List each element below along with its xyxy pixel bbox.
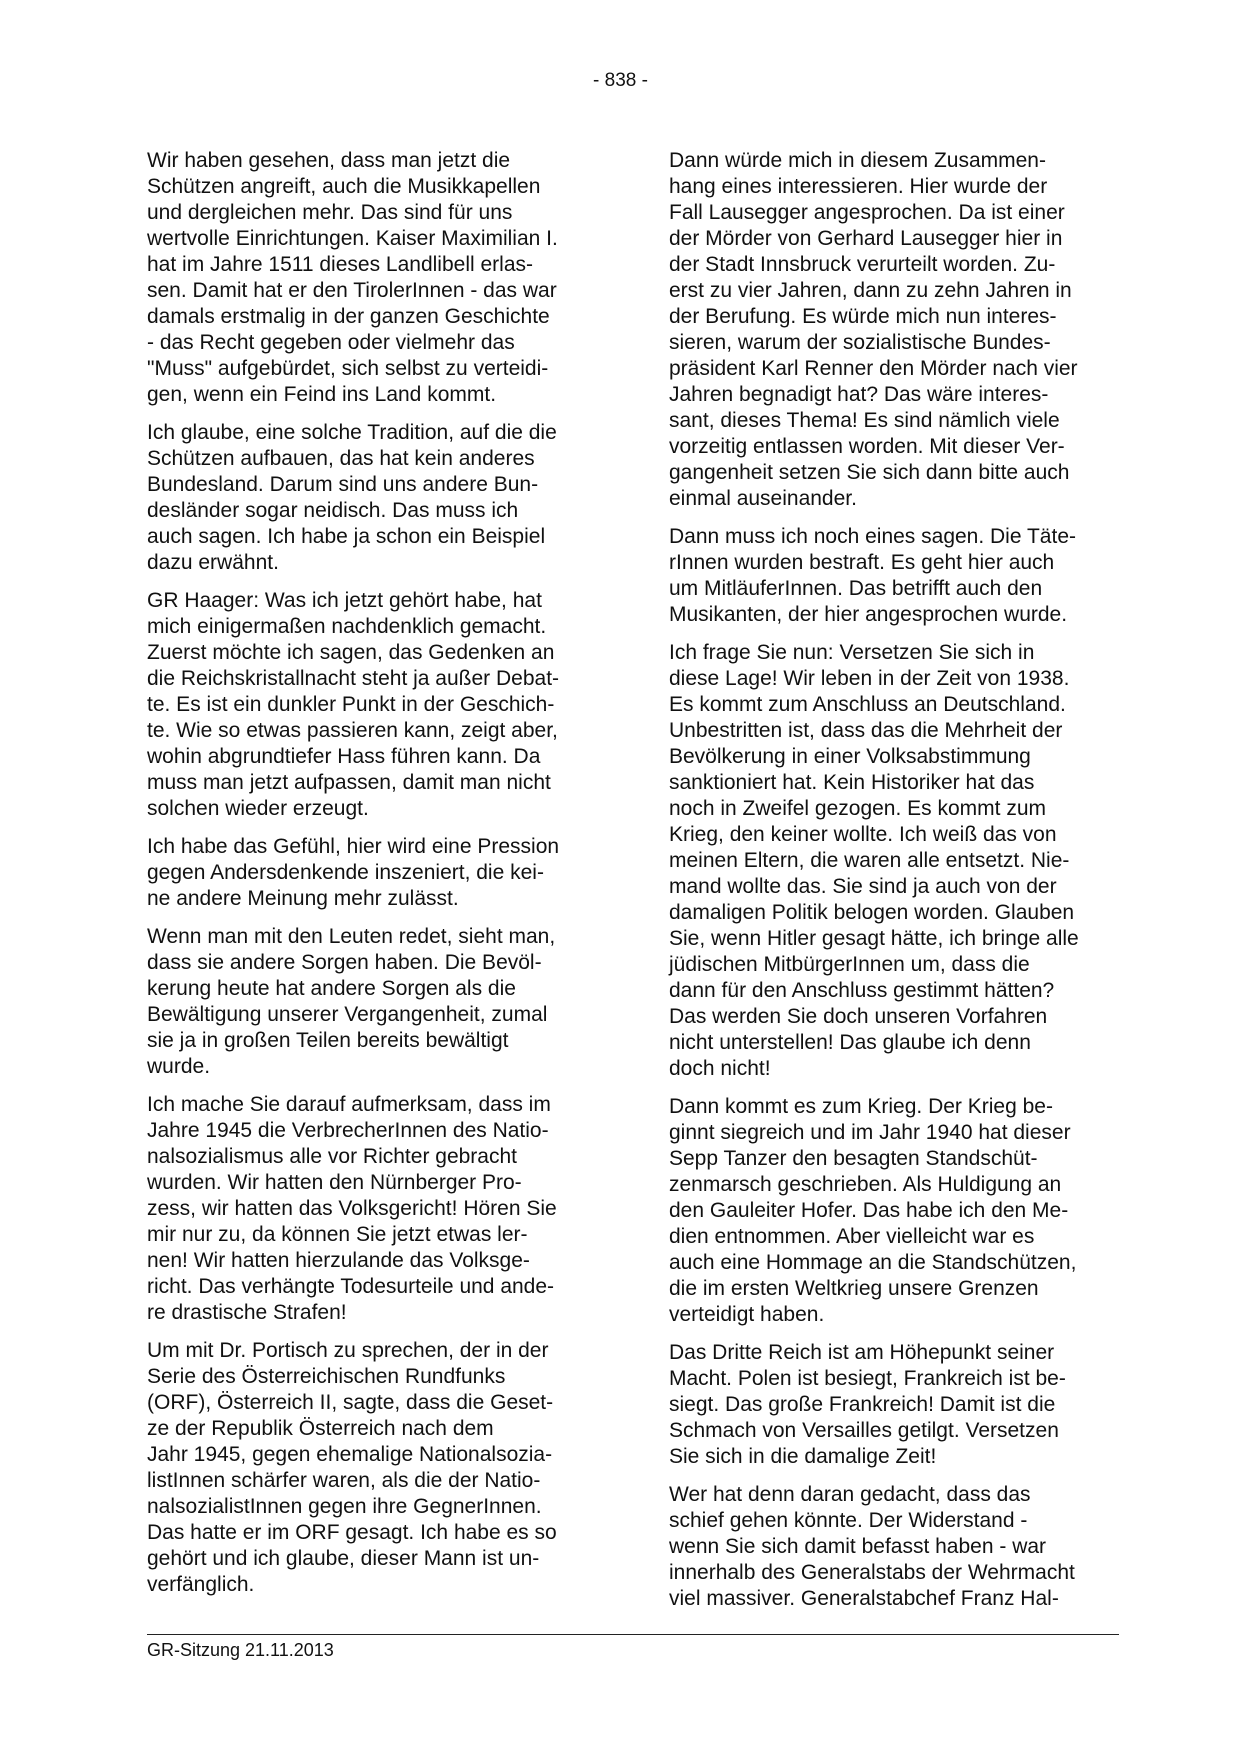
text-line: um MitläuferInnen. Das betrifft auch den — [669, 577, 1043, 600]
text-line: hat im Jahre 1511 dieses Landlibell erlas- — [147, 253, 533, 276]
text-line: Sie, wenn Hitler gesagt hätte, ich bringe alle — [669, 927, 1079, 950]
text-line: sieren, warum der sozialistische Bundes- — [669, 331, 1051, 354]
text-line: dien entnommen. Aber vielleicht war es — [669, 1225, 1035, 1248]
text-line: Sie sich in die damalige Zeit! — [669, 1445, 937, 1468]
paragraph — [669, 524, 1135, 628]
text-line: sie ja in großen Teilen bereits bewältigt — [147, 1029, 509, 1052]
text-line: muss man jetzt aufpassen, damit man nicht — [147, 771, 551, 794]
text-line: Es kommt zum Anschluss an Deutschland. — [669, 693, 1066, 716]
text-line: solchen wieder erzeugt. — [147, 797, 369, 820]
text-line: Das Dritte Reich ist am Höhepunkt seiner — [669, 1341, 1055, 1364]
text-line: Zuerst möchte ich sagen, das Gedenken an — [147, 641, 555, 664]
text-line: te. Wie so etwas passieren kann, zeigt aber, — [147, 719, 558, 742]
paragraph — [147, 420, 609, 576]
paragraph — [147, 1092, 609, 1326]
text-line: Schützen aufbauen, das hat kein anderes — [147, 447, 535, 470]
text-line: nen! Wir hatten hierzulande das Volksge- — [147, 1249, 530, 1272]
text-line: auch sagen. Ich habe ja schon ein Beispiel — [147, 525, 546, 548]
text-line: Jahren begnadigt hat? Das wäre interes- — [669, 383, 1049, 406]
text-line: Um mit Dr. Portisch zu sprechen, der in der — [147, 1339, 549, 1362]
paragraph — [669, 1094, 1135, 1328]
text-line: desländer sogar neidisch. Das muss ich — [147, 499, 519, 522]
text-line: gen, wenn ein Feind ins Land kommt. — [147, 383, 497, 406]
paragraph — [669, 148, 1135, 512]
text-line: siegt. Das große Frankreich! Damit ist die — [669, 1393, 1056, 1416]
text-line: sant, dieses Thema! Es sind nämlich viele — [669, 409, 1060, 432]
text-line: (ORF), Österreich II, sagte, dass die Geset- — [147, 1391, 554, 1414]
text-line: nalsozialistInnen gegen ihre GegnerInnen. — [147, 1495, 542, 1518]
text-line: Schützen angreift, auch die Musikkapellen — [147, 175, 541, 198]
paragraph — [147, 834, 609, 912]
text-line: Jahre 1945 die VerbrecherInnen des Natio- — [147, 1119, 549, 1142]
text-line: und dergleichen mehr. Das sind für uns — [147, 201, 513, 224]
text-line: Sepp Tanzer den besagten Standschüt- — [669, 1147, 1038, 1170]
text-line: der Berufung. Es würde mich nun interes- — [669, 305, 1057, 328]
text-line: Ich habe das Gefühl, hier wird eine Pression — [147, 835, 560, 858]
text-line: Krieg, den keiner wollte. Ich weiß das von — [669, 823, 1057, 846]
text-line: wurde. — [147, 1055, 211, 1078]
text-line: damals erstmalig in der ganzen Geschichte — [147, 305, 550, 328]
text-line: Das hatte er im ORF gesagt. Ich habe es so — [147, 1521, 557, 1544]
text-line: Fall Lausegger angesprochen. Da ist einer — [669, 201, 1065, 224]
text-line: präsident Karl Renner den Mörder nach vier — [669, 357, 1078, 380]
text-line: wohin abgrundtiefer Hass führen kann. Da — [147, 745, 541, 768]
paragraph — [669, 640, 1135, 1082]
text-line: mand wollte das. Sie sind ja auch von der — [669, 875, 1057, 898]
text-line: Dann würde mich in diesem Zusammen- — [669, 149, 1046, 172]
text-line: den Gauleiter Hofer. Das habe ich den Me- — [669, 1199, 1069, 1222]
text-line: rInnen wurden bestraft. Es geht hier auch — [669, 551, 1055, 574]
text-line: verfänglich. — [147, 1573, 255, 1596]
text-line: Schmach von Versailles getilgt. Versetzen — [669, 1419, 1059, 1442]
text-line: sanktioniert hat. Kein Historiker hat das — [669, 771, 1035, 794]
text-line: nalsozialismus alle vor Richter gebracht — [147, 1145, 517, 1168]
text-line: innerhalb des Generalstabs der Wehrmacht — [669, 1561, 1075, 1584]
text-line: Bundesland. Darum sind uns andere Bun- — [147, 473, 539, 496]
text-line: Unbestritten ist, dass das die Mehrheit der — [669, 719, 1063, 742]
text-line: dass sie andere Sorgen haben. Die Bevöl- — [147, 951, 542, 974]
text-line: viel massiver. Generalstabchef Franz Hal- — [669, 1587, 1059, 1610]
text-line: dazu erwähnt. — [147, 551, 279, 574]
text-line: hang eines interessieren. Hier wurde der — [669, 175, 1048, 198]
text-line: die im ersten Weltkrieg unsere Grenzen — [669, 1277, 1039, 1300]
text-line: Bevölkerung in einer Volksabstimmung — [669, 745, 1031, 768]
text-line: auch eine Hommage an die Standschützen, — [669, 1251, 1077, 1274]
text-line: gegen Andersdenkende inszeniert, die kei- — [147, 861, 544, 884]
text-line: Musikanten, der hier angesprochen wurde. — [669, 603, 1068, 626]
text-line: GR Haager: Was ich jetzt gehört habe, hat — [147, 589, 542, 612]
text-line: Macht. Polen ist besiegt, Frankreich ist be- — [669, 1367, 1066, 1390]
text-line: Bewältigung unserer Vergangenheit, zumal — [147, 1003, 548, 1026]
text-line: ne andere Meinung mehr zulässt. — [147, 887, 459, 910]
text-line: - das Recht gegeben oder vielmehr das — [147, 331, 515, 354]
paragraph — [669, 1482, 1135, 1612]
text-line: Jahr 1945, gegen ehemalige Nationalsozia- — [147, 1443, 553, 1466]
text-line: ginnt siegreich und im Jahr 1940 hat dieser — [669, 1121, 1071, 1144]
footer-divider — [147, 1634, 1119, 1635]
text-line: gangenheit setzen Sie sich dann bitte auch — [669, 461, 1070, 484]
text-line: doch nicht! — [669, 1057, 771, 1080]
text-line: vorzeitig entlassen worden. Mit dieser Ver- — [669, 435, 1065, 458]
paragraph — [147, 148, 609, 408]
text-line: Wir haben gesehen, dass man jetzt die — [147, 149, 511, 172]
text-line: zenmarsch geschrieben. Als Huldigung an — [669, 1173, 1062, 1196]
text-line: Ich frage Sie nun: Versetzen Sie sich in — [669, 641, 1035, 664]
text-line: te. Es ist ein dunkler Punkt in der Geschich- — [147, 693, 555, 716]
text-line: richt. Das verhängte Todesurteile und ande- — [147, 1275, 555, 1298]
right-text-column — [669, 148, 1135, 1624]
text-line: Ich mache Sie darauf aufmerksam, dass im — [147, 1093, 551, 1116]
text-line: gehört und ich glaube, dieser Mann ist un- — [147, 1547, 540, 1570]
text-line: mir nur zu, da können Sie jetzt etwas ler- — [147, 1223, 528, 1246]
text-line: Dann muss ich noch eines sagen. Die Täte- — [669, 525, 1076, 548]
text-line: Wer hat denn daran gedacht, dass das — [669, 1483, 1031, 1506]
text-line: ze der Republik Österreich nach dem — [147, 1417, 494, 1440]
paragraph — [147, 1338, 609, 1598]
text-line: diese Lage! Wir leben in der Zeit von 1938. — [669, 667, 1070, 690]
text-line: einmal auseinander. — [669, 487, 857, 510]
text-line: Serie des Österreichischen Rundfunks — [147, 1365, 506, 1388]
text-line: jüdischen MitbürgerInnen um, dass die — [669, 953, 1030, 976]
paragraph — [147, 588, 609, 822]
paragraph — [669, 1340, 1135, 1470]
paragraph — [147, 924, 609, 1080]
text-line: wurden. Wir hatten den Nürnberger Pro- — [147, 1171, 522, 1194]
text-line: schief gehen könnte. Der Widerstand - — [669, 1509, 1028, 1532]
text-line: re drastische Strafen! — [147, 1301, 347, 1324]
text-line: der Stadt Innsbruck verurteilt worden. Zu- — [669, 253, 1056, 276]
text-line: noch in Zweifel gezogen. Es kommt zum — [669, 797, 1046, 820]
text-line: "Muss" aufgebürdet, sich selbst zu verteidi- — [147, 357, 549, 380]
text-line: kerung heute hat andere Sorgen als die — [147, 977, 516, 1000]
text-line: erst zu vier Jahren, dann zu zehn Jahren in — [669, 279, 1072, 302]
text-line: zess, wir hatten das Volksgericht! Hören Sie — [147, 1197, 557, 1220]
text-line: der Mörder von Gerhard Lausegger hier in — [669, 227, 1063, 250]
text-line: verteidigt haben. — [669, 1303, 825, 1326]
text-line: sen. Damit hat er den TirolerInnen - das war — [147, 279, 557, 302]
text-line: Ich glaube, eine solche Tradition, auf die die — [147, 421, 557, 444]
left-text-column — [147, 148, 609, 1610]
text-line: Das werden Sie doch unseren Vorfahren — [669, 1005, 1048, 1028]
text-line: nicht unterstellen! Das glaube ich denn — [669, 1031, 1031, 1054]
page-number: - 838 - — [593, 70, 648, 91]
text-line: meinen Eltern, die waren alle entsetzt. Nie- — [669, 849, 1070, 872]
text-line: die Reichskristallnacht steht ja außer Debat- — [147, 667, 560, 690]
text-line: Wenn man mit den Leuten redet, sieht man, — [147, 925, 556, 948]
text-line: mich einigermaßen nachdenklich gemacht. — [147, 615, 547, 638]
text-line: listInnen schärfer waren, als die der Natio- — [147, 1469, 541, 1492]
text-line: wertvolle Einrichtungen. Kaiser Maximilian I. — [147, 227, 558, 250]
footer-session-date: GR-Sitzung 21.11.2013 — [147, 1640, 334, 1660]
text-line: damaligen Politik belogen worden. Glauben — [669, 901, 1075, 924]
text-line: wenn Sie sich damit befasst haben - war — [669, 1535, 1047, 1558]
text-line: dann für den Anschluss gestimmt hätten? — [669, 979, 1055, 1002]
text-line: Dann kommt es zum Krieg. Der Krieg be- — [669, 1095, 1053, 1118]
